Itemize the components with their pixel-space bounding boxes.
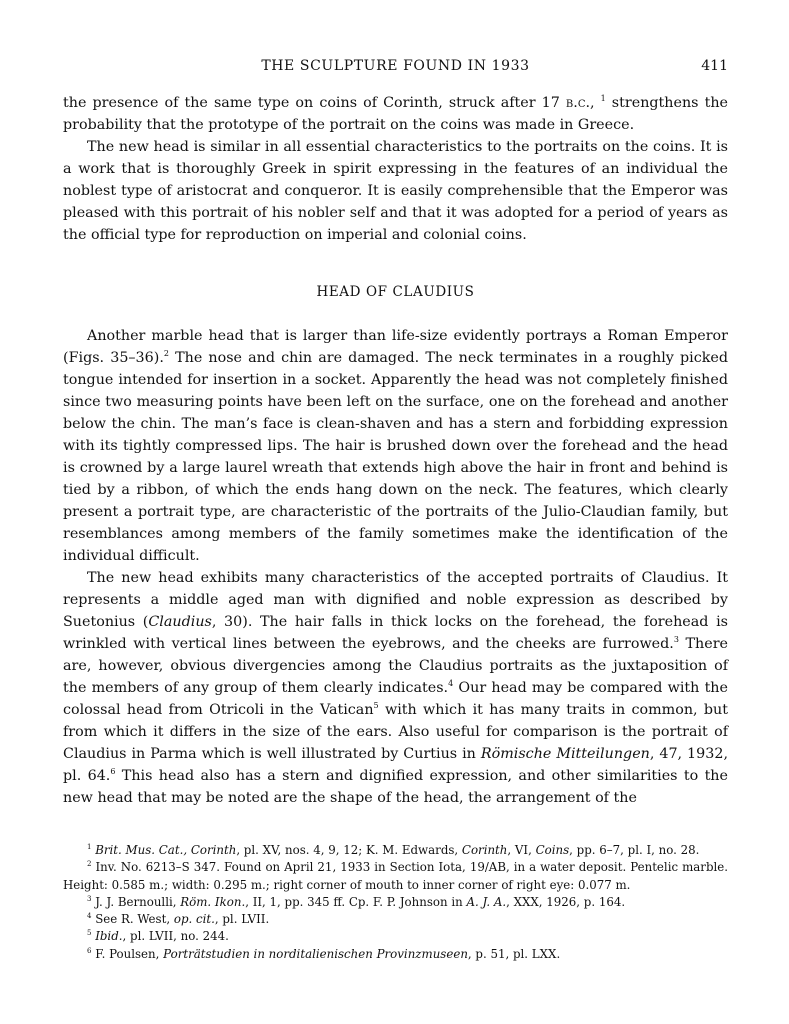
footnote-number: 3 [87,894,92,903]
bc-abbreviation: b.c. [565,95,591,111]
paragraph-4 [63,567,728,809]
footnote-5 [63,928,728,945]
footnote-italic: op. cit. [173,912,215,927]
footnote-text: , II, 1, pp. 345 ff. Cp. F. P. Johnson in [245,894,467,909]
footnote-text: Inv. No. 6213–S 347. Found on April 21, 1933 in Section Iota, 19/AB, in a water deposit. Pentelic marble. Height: 0.585 m.; width: 0.295 m.; right corner of mouth to inner corner of right eye: 0.077 m. [63,860,728,892]
footnote-italic: A. J. A. [466,894,507,909]
footnote-text: , pl. LVII, no. 244. [122,929,229,944]
p4-text-b: , 30). The hair falls in thick locks on the forehead, the forehead is wrinkled with vertical lines between the eyebrows, and the cheeks are furrowed. [63,614,728,652]
paragraph-2: The new head is similar in all essential characteristics to the portraits on the coins. It is a work that is thoroughly Greek in spirit expressing in the features of an individual the noblest type of aristocrat and conqueror. It is easily comprehensible that the Emperor was pleased with this portrait of his nobler self and that it was adopted for a period of years as the official type for reproduction on imperial and colonial coins. [63,139,728,243]
footnote-text: , pp. 6–7, pl. I, no. 28. [569,843,700,857]
footnote-text: , pl. LVII. [214,912,270,927]
footnote-6 [63,946,728,963]
p3-text-a: Another marble head that is larger than life-size evidently portrays a Roman Emperor (Figs. 35–36). [63,328,728,366]
footnote-number: 1 [87,843,92,852]
footnote-italic: Ibid. [95,929,123,944]
p1-text-a: the presence of the same type on coins of Corinth, struck after 17 [63,95,566,111]
running-title: THE SCULPTURE FOUND IN 1933 [261,58,530,74]
page-number: 411 [701,58,728,74]
footnotes [63,842,728,963]
footnote-4 [63,911,728,928]
footnote-text: , pl. XV, nos. 4, 9, 12; K. M. Edwards, [236,843,462,857]
page-body [63,56,728,809]
running-head [63,56,728,80]
paragraph-3 [63,325,728,567]
footnote-ref-1[interactable]: 1 [600,94,606,104]
p3-text-b: The nose and chin are damaged. The neck terminates in a roughly picked tongue intended for insertion in a socket. Apparently the head was not completely finished since two measuring points have been left on the surface, one on the forehead and another below the chin. The man’s face is clean-shaven and has a stern and forbidding expression with its tightly compressed lips. The hair is brushed down over the forehead and the head is crowned by a large laurel wreath that extends high above the hair in front and behind is tied by a ribbon, of which the ends hang down on the neck. The features, which clearly present a portrait type, are characteristic of the portraits of the Julio-Claudian family, but resemblances among members of the family sometimes make the identification of the individual difficult. [63,350,728,564]
footnote-italic: Coins [535,843,570,857]
footnote-italic: Brit. Mus. Cat., Corinth [95,843,237,857]
footnote-1 [63,842,728,859]
footnote-text: See R. West, [95,912,174,927]
footnote-ref-3[interactable]: 3 [673,635,679,645]
claudius-title-italic: Claudius [148,614,212,630]
p4-text-a: The new head exhibits many characteristics of the accepted portraits of Claudius. It represents a middle aged man with dignified and noble expression as described by Suetonius ( [63,570,728,630]
footnote-text: J. J. Bernoulli, [95,894,181,909]
p1-text-b: , [590,95,601,111]
footnote-text: F. Poulsen, [95,946,164,961]
p4-text-g: This head also has a stern and dignified expression, and other similarities to the new head that may be noted are the shape of the head, the arrangement of the [63,768,728,806]
footnote-number: 5 [87,929,92,938]
footnote-ref-5[interactable]: 5 [373,701,379,711]
footnote-italic: Röm. Ikon. [180,894,246,909]
footnote-ref-6[interactable]: 6 [110,767,116,777]
footnote-3 [63,894,728,911]
footnote-italic: Porträtstudien in norditalienischen Provinzmuseen [163,946,468,961]
footnote-number: 2 [87,860,92,869]
paragraph-1 [63,92,728,136]
footnote-ref-4[interactable]: 4 [448,679,454,689]
p4-text-f: , 47, 1932, pl. 64. [63,746,728,784]
p4-text-e: with which it has many traits in common, but from which it differs in the size of the ears. Also useful for comparison is the portrait of Claudius in Parma which is well illustrated by Curtius in [63,702,728,762]
footnote-number: 4 [87,912,92,921]
footnote-2 [63,859,728,894]
footnote-italic: Corinth [461,843,508,857]
p4-text-c: There are, however, obvious divergencies among the Claudius portraits as the juxtaposition of the members of any group of them clearly indicates. [63,636,728,696]
section-title: HEAD OF CLAUDIUS [316,284,475,300]
footnote-ref-2[interactable]: 2 [163,349,169,359]
journal-title-italic: Römische Mitteilungen [480,746,650,762]
footnote-text: , p. 51, pl. LXX. [467,946,561,961]
footnote-number: 6 [87,946,92,955]
p1-text-c: strengthens the probability that the prototype of the portrait on the coins was made in Greece. [63,95,728,133]
p4-text-d: Our head may be compared with the colossal head from Otricoli in the Vatican [63,680,728,718]
footnote-text: , XXX, 1926, p. 164. [506,894,626,909]
footnote-text: , VI, [507,843,536,857]
